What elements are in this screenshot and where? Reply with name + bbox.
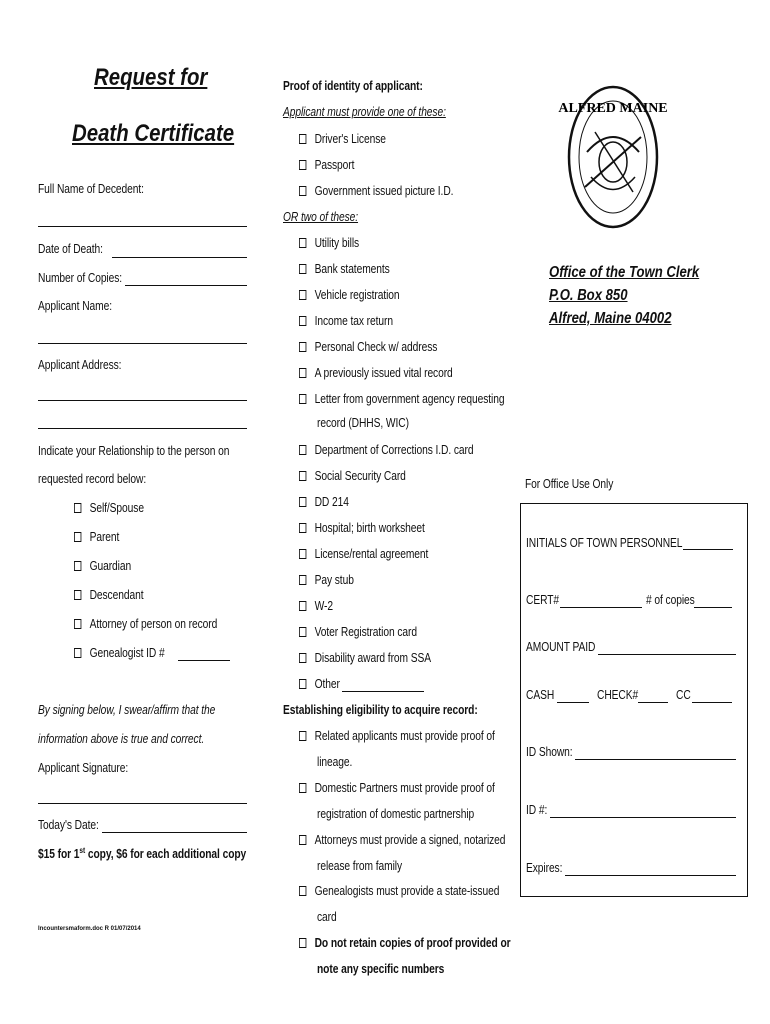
checkbox-icon[interactable] [74, 648, 81, 658]
expires-field[interactable] [565, 875, 736, 876]
proof-option[interactable]: A previously issued vital record [299, 366, 453, 380]
cc-field[interactable] [692, 702, 732, 703]
amount-paid-label: AMOUNT PAID [526, 640, 596, 654]
town-seal-icon [558, 82, 668, 232]
checkbox-icon[interactable] [299, 238, 306, 248]
other-field[interactable] [342, 691, 424, 692]
checkbox-icon[interactable] [299, 342, 306, 352]
id-option[interactable]: Driver's License [299, 132, 386, 146]
full-name-field[interactable] [38, 226, 247, 227]
eligibility-item[interactable]: Domestic Partners must provide proof of [299, 781, 495, 795]
signature-label: Applicant Signature: [38, 761, 129, 775]
date-of-death-field[interactable] [112, 257, 247, 258]
eligibility-item-continued: registration of domestic partnership [317, 807, 475, 821]
eligibility-item-continued: card [317, 910, 337, 924]
checkbox-icon[interactable] [74, 561, 81, 571]
cc-label: CC [676, 688, 691, 702]
checkbox-icon[interactable] [74, 532, 81, 542]
checkbox-icon[interactable] [74, 619, 81, 629]
checkbox-icon[interactable] [299, 549, 306, 559]
applicant-address-label: Applicant Address: [38, 358, 122, 372]
office-use-label: For Office Use Only [525, 477, 614, 491]
id-option[interactable]: Government issued picture I.D. [299, 184, 453, 198]
fee-text: $15 for 1st copy, $6 for each additional copy [38, 846, 247, 862]
relationship-instruction-2: requested record below: [38, 472, 147, 486]
proof-option[interactable]: Bank statements [299, 262, 390, 276]
checkbox-icon[interactable] [299, 316, 306, 326]
checkbox-icon[interactable] [299, 653, 306, 663]
eligibility-item-continued: lineage. [317, 755, 353, 769]
proof-option[interactable]: Letter from government agency requesting [299, 392, 504, 406]
proof-header: Proof of identity of applicant: [283, 79, 423, 93]
affirm-text-1: By signing below, I swear/affirm that the [38, 703, 216, 717]
amount-paid-field[interactable] [598, 654, 736, 655]
checkbox-icon[interactable] [74, 590, 81, 600]
checkbox-icon[interactable] [299, 290, 306, 300]
eligibility-item[interactable]: Do not retain copies of proof provided or [299, 936, 511, 950]
initials-label: INITIALS OF TOWN PERSONNEL [526, 536, 683, 550]
checkbox-icon[interactable] [299, 471, 306, 481]
relationship-option[interactable]: Genealogist ID # [74, 646, 165, 660]
copies-label: # of copies [646, 593, 695, 607]
cash-field[interactable] [557, 702, 589, 703]
eligibility-header: Establishing eligibility to acquire record: [283, 703, 478, 717]
check-label: CHECK# [597, 688, 639, 702]
proof-option[interactable]: Hospital; birth worksheet [299, 521, 425, 535]
checkbox-icon[interactable] [299, 731, 306, 741]
checkbox-icon[interactable] [299, 445, 306, 455]
number-of-copies-label: Number of Copies: [38, 271, 123, 285]
initials-field[interactable] [683, 549, 733, 550]
relationship-option[interactable]: Attorney of person on record [74, 617, 217, 631]
number-of-copies-field[interactable] [125, 285, 247, 286]
relationship-instruction-1: Indicate your Relationship to the person on [38, 444, 230, 458]
checkbox-icon[interactable] [299, 575, 306, 585]
relationship-option[interactable]: Parent [74, 530, 119, 544]
proof-option[interactable]: W-2 [299, 599, 333, 613]
proof-option[interactable]: Other [299, 677, 340, 691]
checkbox-icon[interactable] [299, 938, 306, 948]
eligibility-item[interactable]: Genealogists must provide a state-issued [299, 884, 499, 898]
checkbox-icon[interactable] [299, 783, 306, 793]
checkbox-icon[interactable] [299, 368, 306, 378]
proof-option[interactable]: Disability award from SSA [299, 651, 431, 665]
office-city: Alfred, Maine 04002 [549, 310, 672, 327]
checkbox-icon[interactable] [74, 503, 81, 513]
eligibility-item-continued: note any specific numbers [317, 962, 445, 976]
cert-field[interactable] [560, 607, 642, 608]
id-number-label: ID #: [526, 803, 548, 817]
full-name-label: Full Name of Decedent: [38, 182, 144, 196]
relationship-option[interactable]: Descendant [74, 588, 143, 602]
eligibility-item-continued: release from family [317, 859, 403, 873]
proof-option[interactable]: Pay stub [299, 573, 354, 587]
proof-option[interactable]: Utility bills [299, 236, 359, 250]
must-provide-one: Applicant must provide one of these: [283, 105, 446, 119]
proof-option[interactable]: Personal Check w/ address [299, 340, 437, 354]
applicant-name-label: Applicant Name: [38, 299, 112, 313]
affirm-text-2: information above is true and correct. [38, 732, 205, 746]
cert-label: CERT# [526, 593, 560, 607]
checkbox-icon[interactable] [299, 601, 306, 611]
title-line-2: Death Certificate [72, 120, 235, 147]
checkbox-icon[interactable] [299, 160, 306, 170]
checkbox-icon[interactable] [299, 134, 306, 144]
date-of-death-label: Date of Death: [38, 242, 103, 256]
checkbox-icon[interactable] [299, 627, 306, 637]
office-name: Office of the Town Clerk [549, 264, 700, 281]
checkbox-icon[interactable] [299, 497, 306, 507]
checkbox-icon[interactable] [299, 264, 306, 274]
proof-option[interactable]: License/rental agreement [299, 547, 428, 561]
proof-option[interactable]: Social Security Card [299, 469, 406, 483]
eligibility-item[interactable]: Attorneys must provide a signed, notarized [299, 833, 505, 847]
relationship-option[interactable]: Self/Spouse [74, 501, 144, 515]
id-shown-label: ID Shown: [526, 745, 573, 759]
checkbox-icon[interactable] [299, 886, 306, 896]
proof-option[interactable]: Income tax return [299, 314, 393, 328]
todays-date-label: Today's Date: [38, 818, 99, 832]
id-number-field[interactable] [550, 817, 736, 818]
checkbox-icon[interactable] [299, 835, 306, 845]
footer-code: Incountersmaform.doc R 01/07/2014 [38, 926, 141, 932]
expires-label: Expires: [526, 861, 563, 875]
title-line-1: Request for [94, 64, 208, 91]
copies-field[interactable] [694, 607, 732, 608]
or-two-of-these: OR two of these: [283, 210, 359, 224]
seal-lettering: ALFRED MAINE [558, 101, 668, 116]
proof-option[interactable]: Department of Corrections I.D. card [299, 443, 473, 457]
checkbox-icon[interactable] [299, 394, 306, 404]
genealogist-id-field[interactable] [178, 660, 230, 661]
proof-option[interactable]: DD 214 [299, 495, 349, 509]
id-option[interactable]: Passport [299, 158, 354, 172]
relationship-option[interactable]: Guardian [74, 559, 131, 573]
todays-date-field[interactable] [102, 832, 247, 833]
proof-option-continued: record (DHHS, WIC) [317, 416, 409, 430]
applicant-address-field-1[interactable] [38, 400, 247, 401]
checkbox-icon[interactable] [299, 186, 306, 196]
applicant-address-field-2[interactable] [38, 428, 247, 429]
proof-option[interactable]: Vehicle registration [299, 288, 400, 302]
signature-field[interactable] [38, 803, 247, 804]
checkbox-icon[interactable] [299, 679, 306, 689]
office-po-box: P.O. Box 850 [549, 287, 628, 304]
proof-option[interactable]: Voter Registration card [299, 625, 417, 639]
cash-label: CASH [526, 688, 555, 702]
checkbox-icon[interactable] [299, 523, 306, 533]
check-field[interactable] [638, 702, 668, 703]
id-shown-field[interactable] [575, 759, 736, 760]
eligibility-item[interactable]: Related applicants must provide proof of [299, 729, 495, 743]
applicant-name-field[interactable] [38, 343, 247, 344]
